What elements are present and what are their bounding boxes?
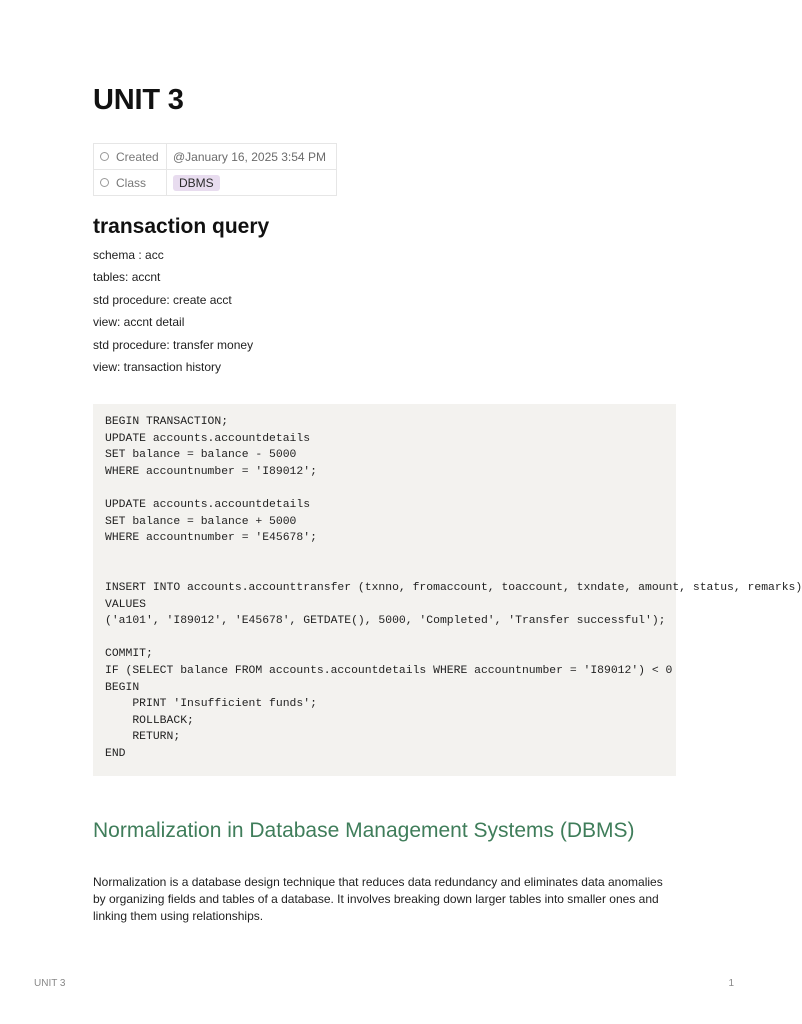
property-row-created	[94, 144, 337, 170]
footer-title: UNIT 3	[34, 978, 66, 989]
property-key-created	[94, 144, 167, 170]
note-line: schema : acc	[93, 248, 164, 262]
note-line: tables: accnt	[93, 270, 161, 285]
sql-code: BEGIN TRANSACTION; UPDATE accounts.accountdetails SET balance = balance - 5000 WHERE accountnumber = 'I89012'; UPDATE accounts.accountdetails SET balance = balance + 5000 WHERE accountnumber = 'E45678'; INSERT INTO accounts.accounttransfer (txnno, fromaccount, toaccount, txndate, amount, status, remarks) VALUES ('a101', 'I89012', 'E45678', GETDATE(), 5000, 'Completed', 'Transfer successful'); COMMIT; IF (SELECT balance FROM accounts.accountdetails WHERE accountnumber = 'I89012') < 0 BEGIN PRINT 'Insufficient funds'; ROLLBACK; RETURN; END	[105, 416, 802, 760]
code-block	[93, 404, 802, 776]
note-line: view: accnt detail	[93, 315, 185, 330]
created-value: @January 16, 2025 3:54 PM	[167, 144, 337, 170]
created-label: Created	[116, 149, 159, 164]
section-heading-transaction-query: transaction query	[93, 215, 270, 238]
transaction-notes	[93, 247, 253, 381]
normalization-paragraph: Normalization is a database design technique that reduces data redundancy and eliminates data anomalies by organizing fields and tables of a database. It involves breaking down larger tables into smaller ones and linking them using relationships.	[93, 875, 663, 923]
class-label: Class	[116, 175, 147, 190]
select-icon	[100, 178, 109, 187]
property-key-class	[94, 170, 167, 196]
page-title: UNIT 3	[93, 84, 184, 116]
class-tag: DBMS	[173, 175, 220, 191]
property-row-class	[94, 170, 337, 196]
class-value-cell	[167, 170, 337, 196]
note-line: std procedure: transfer money	[93, 337, 254, 352]
clock-icon	[100, 152, 109, 161]
properties-table	[93, 143, 337, 196]
note-line: view: transaction history	[93, 359, 222, 374]
page-number: 1	[728, 978, 734, 989]
section-heading-normalization: Normalization in Database Management Systems (DBMS)	[93, 819, 635, 842]
note-line: std procedure: create acct	[93, 292, 232, 307]
